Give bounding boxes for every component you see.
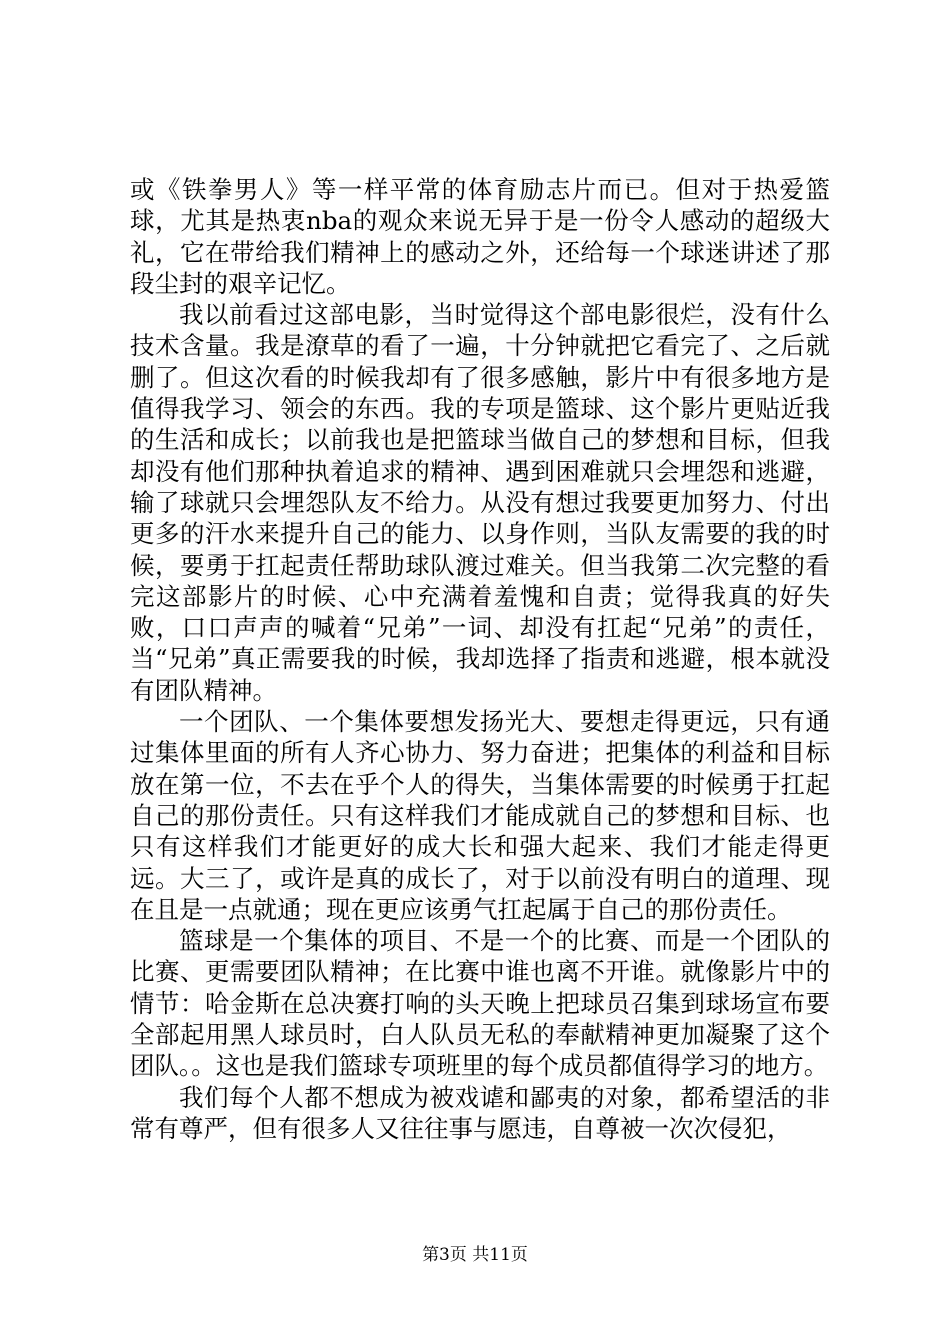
body-text: [130, 174, 830, 1144]
paragraph: 篮球是一个集体的项目、不是一个的比赛、而是一个团队的比赛、更需要团队精神；在比赛中谁也离不开谁。就像影片中的情节：哈金斯在总决赛打响的头天晚上把球员召集到球场宣布要全部起用黑人球员时，白人队员无私的奉献精神更加凝聚了这个团队。。这也是我们篮球专项班里的每个成员都值得学习的地方。: [130, 926, 830, 1081]
page-number-footer: 第3页 共11页: [422, 1245, 528, 1265]
paragraph-continued: 或《铁拳男人》等一样平常的体育励志片而已。但对于热爱篮球，尤其是热衷nba的观众来说无异于是一份令人感动的超级大礼，它在带给我们精神上的感动之外，还给每一个球迷讲述了那段尘封的艰辛记忆。: [130, 175, 830, 298]
paragraph: 我以前看过这部电影，当时觉得这个部电影很烂，没有什么技术含量。我是潦草的看了一遍，十分钟就把它看完了、之后就删了。但这次看的时候我却有了很多感触，影片中有很多地方是值得我学习、领会的东西。我的专项是篮球、这个影片更贴近我的生活和成长；以前我也是把篮球当做自己的梦想和目标，但我却没有他们那种执着追求的精神、遇到困难就只会埋怨和逃避，输了球就只会埋怨队友不给力。从没有想过我要更加努力、付出更多的汗水来提升自己的能力、以身作则，当队友需要的我的时候，要勇于扛起责任帮助球队渡过难关。但当我第二次完整的看完这部影片的时候、心中充满着羞愧和自责；觉得我真的好失败，口口声声的喊着“兄弟”一词、却没有扛起“兄弟”的责任，当“兄弟”真正需要我的时候，我却选择了指责和逃避，根本就没有团队精神。: [130, 300, 830, 705]
paragraph: 我们每个人都不想成为被戏谑和鄙夷的对象，都希望活的非常有尊严，但有很多人又往往事与愿违，自尊被一次次侵犯，: [130, 1082, 830, 1143]
paragraph: 一个团队、一个集体要想发扬光大、要想走得更远，只有通过集体里面的所有人齐心协力、努力奋进；把集体的利益和目标放在第一位，不去在乎个人的得失，当集体需要的时候勇于扛起自己的那份责任。只有这样我们才能成就自己的梦想和目标、也只有这样我们才能更好的成大长和强大起来、我们才能走得更远。大三了，或许是真的成长了，对于以前没有明白的道理、现在且是一点就通；现在更应该勇气扛起属于自己的那份责任。: [130, 707, 830, 924]
